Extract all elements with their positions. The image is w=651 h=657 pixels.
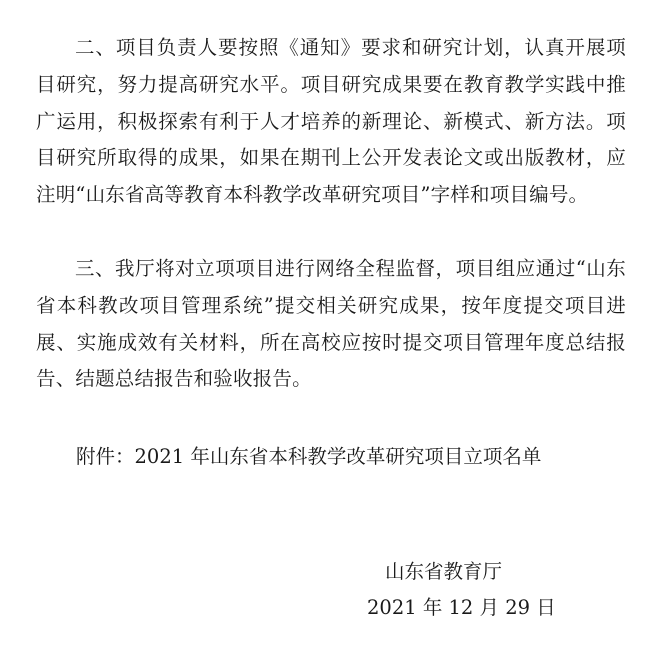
attachment-line: 附件：2021 年山东省本科教学改革研究项目立项名单 — [76, 445, 542, 468]
paragraph-project-responsibility: 二、项目负责人要按照《通知》要求和研究计划，认真开展项目研究，努力提高研究水平。项目研究成果要在教育教学实践中推广运用，积极探索有利于人才培养的新理论、新模式、新方法。项目研究所取得的成果，如果在期刊上公开发表论文或出版教材，应注明“山东省高等教育本科教学改革研究项目”字样和项目编号。 — [36, 36, 626, 207]
issuer-signature: 山东省教育厅 — [385, 560, 503, 583]
paragraph-supervision: 三、我厅将对立项项目进行网络全程监督，项目组应通过“山东省本科教改项目管理系统”提交相关研究成果，按年度提交项目进展、实施成效有关材料，所在高校应按时提交项目管理年度总结报告、结题总结报告和验收报告。 — [36, 257, 626, 391]
issue-date: 2021 年 12 月 29 日 — [367, 596, 556, 619]
